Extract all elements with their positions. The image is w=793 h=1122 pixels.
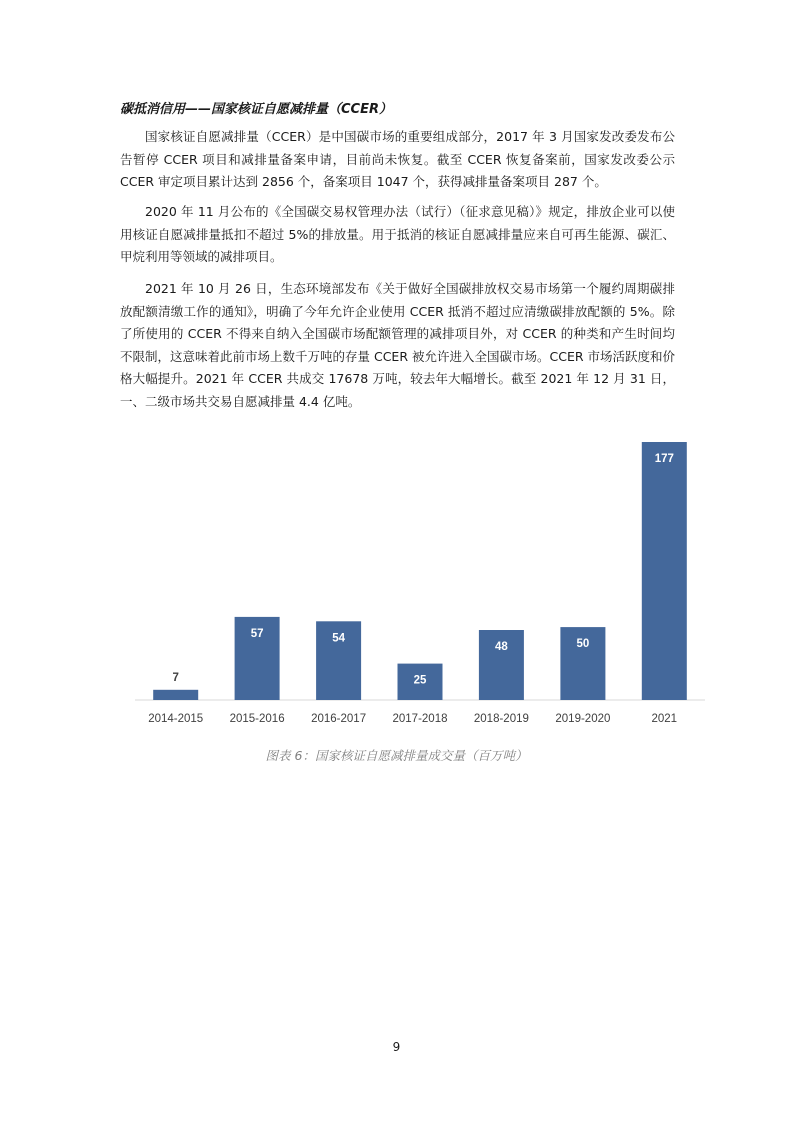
x-tick-label-2018-2019: 2018-2019 (473, 713, 529, 725)
data-label-2014-2015: 7 (172, 671, 179, 684)
ccer-volume-bar-chart (120, 430, 720, 735)
x-tick-label-2021: 2021 (651, 713, 678, 725)
data-label-2017-2018: 25 (413, 674, 427, 687)
data-label-2019-2020: 50 (576, 638, 590, 651)
data-label-2015-2016: 57 (250, 627, 264, 640)
x-tick-label-2015-2016: 2015-2016 (229, 713, 285, 725)
section-title: 碳抵消信用——国家核证自愿减排量（CCER） (120, 102, 392, 117)
x-tick-label-2019-2020: 2019-2020 (555, 713, 611, 725)
figure-caption: 图表 6：国家核证自愿减排量成交量（百万吨） (265, 748, 528, 763)
page-number: 9 (392, 1040, 401, 1054)
paragraph-offset-rules: 2020 年 11 月公布的《全国碳交易权管理办法（试行）（征求意见稿）》规定，排放企业可以使用核证自愿减排量抵扣不超过 5%的排放量。用于抵消的核证自愿减排量应来自可再生能源、碳汇、甲烷利用等领域的减排项目。 (120, 204, 675, 264)
x-tick-label-2016-2017: 2016-2017 (311, 713, 367, 725)
bar-2021 (642, 442, 687, 700)
data-label-2018-2019: 48 (495, 641, 508, 653)
paragraph-market-activity: 2021 年 10 月 26 日，生态环境部发布《关于做好全国碳排放权交易市场第一个履约周期碳排放配额清缴工作的通知》，明确了今年允许企业使用 CCER 抵消不超过应清缴碳排放配额的 5%。除了所使用的 CCER 不得来自纳入全国碳市场配额管理的减排项目外，对 CCER 的种类和产生时间均不限制，这意味着此前市场上数千万吨的存量 CCER 被允许进入全国碳市场。CCER 市场活跃度和价格大幅提升。2021 年 CCER 共成交 17678 万吨，较去年大幅增长。截至 2021 年 12 月 31 日，一、二级市场共交易自愿减排量 4.4 亿吨。 (120, 281, 676, 409)
paragraph-ccer-overview: 国家核证自愿减排量（CCER）是中国碳市场的重要组成部分，2017 年 3 月国家发改委发布公告暂停 CCER 项目和减排量备案申请，目前尚未恢复。截至 CCER 恢复备案前，国家发改委公示 CCER 审定项目累计达到 2856 个，备案项目 1047 个，获得减排量备案项目 287 个。 (120, 129, 675, 189)
x-tick-label-2017-2018: 2017-2018 (392, 713, 448, 725)
x-tick-label-2014-2015: 2014-2015 (148, 713, 204, 725)
bar-2014-2015 (153, 690, 198, 700)
data-label-2021: 177 (654, 453, 674, 465)
data-label-2016-2017: 54 (332, 632, 345, 645)
